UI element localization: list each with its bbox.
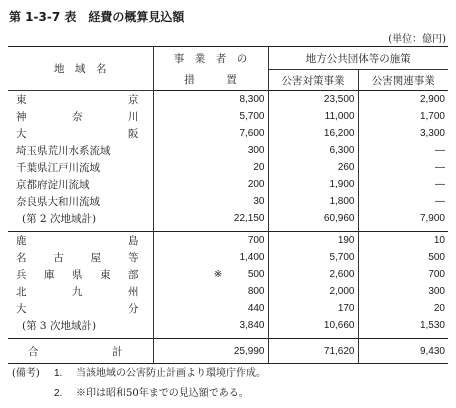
related-value: 700	[358, 266, 448, 283]
table-row	[8, 108, 448, 125]
measure-value: 170	[268, 300, 358, 317]
business-value: 5,700	[153, 108, 268, 125]
region-name: 北九州	[16, 286, 139, 298]
measure-value: 11,000	[268, 108, 358, 125]
total-row	[8, 339, 448, 364]
measure-value: 6,300	[268, 142, 358, 159]
related-value: 1,700	[358, 108, 448, 125]
region-name: 大阪	[16, 128, 139, 140]
note-number: 2.	[54, 388, 63, 399]
countermeasure-header: 公害対策事業	[268, 70, 358, 91]
measure-value: 190	[268, 232, 358, 250]
measure-value: 1,900	[268, 176, 358, 193]
business-header-bottom: 措 置	[153, 70, 268, 91]
table-title: 第 1-3-7 表 経費の概算見込額	[9, 10, 185, 24]
region-name: 埼玉県荒川水系流域	[16, 145, 111, 157]
measure-value: 2,600	[268, 266, 358, 283]
related-value: 300	[358, 283, 448, 300]
notes	[12, 364, 266, 404]
notes-label: (備考)	[12, 368, 40, 379]
measure-value: 260	[268, 159, 358, 176]
table-row	[8, 249, 448, 266]
measure-value: 10,660	[268, 317, 358, 339]
business-value: 22,150	[153, 210, 268, 232]
region-name: 大分	[16, 303, 139, 315]
total-label: 合 計	[28, 345, 123, 358]
related-value: 3,300	[358, 125, 448, 142]
region-name: 千葉県江戸川流域	[16, 162, 100, 174]
business-value: 8,300	[153, 91, 268, 109]
related-value: —	[358, 193, 448, 210]
table-row	[8, 232, 448, 250]
related-value: 7,900	[358, 210, 448, 232]
table-row	[8, 283, 448, 300]
business-value: 300	[153, 142, 268, 159]
business-value: 20	[153, 159, 268, 176]
business-value: 700	[153, 232, 268, 250]
region-name: 京都府淀川流域	[16, 179, 90, 191]
table-row	[8, 176, 448, 193]
business-value: 440	[153, 300, 268, 317]
measure-value: 2,000	[268, 283, 358, 300]
note-text: 当該地域の公害防止計画より環境庁作成。	[76, 368, 266, 379]
table-row	[8, 300, 448, 317]
total-measure: 71,620	[268, 339, 358, 364]
unit-label: (単位：億円)	[388, 34, 446, 45]
cost-estimate-table	[8, 46, 448, 364]
asterisk-mark: ※	[213, 269, 223, 280]
business-value: 3,840	[153, 317, 268, 339]
third-region-group	[8, 232, 448, 339]
related-value: 20	[358, 300, 448, 317]
second-region-group	[8, 91, 448, 232]
total-business: 25,990	[153, 339, 268, 364]
region-name: (第 3 次地域計)	[22, 320, 97, 332]
business-header-top: 事 業 者 の	[153, 47, 268, 70]
table-row	[8, 125, 448, 142]
related-value: —	[358, 159, 448, 176]
region-name: (第 2 次地域計)	[22, 213, 97, 225]
table-row	[8, 266, 448, 283]
measure-value: 16,200	[268, 125, 358, 142]
local-gov-header: 地方公共団体等の施策	[268, 47, 448, 70]
business-value: 1,400	[153, 249, 268, 266]
region-name: 名古屋等	[16, 252, 139, 264]
measure-value: 1,800	[268, 193, 358, 210]
note-text: ※印は昭和50年までの見込額である。	[76, 388, 249, 399]
business-value	[153, 266, 268, 283]
region-name: 神奈川	[16, 111, 139, 123]
table-row	[8, 159, 448, 176]
table-row	[8, 91, 448, 109]
related-value: 2,900	[358, 91, 448, 109]
measure-value: 60,960	[268, 210, 358, 232]
table-row	[8, 210, 448, 232]
region-name: 奈良県大和川流域	[16, 196, 100, 208]
business-value: 30	[153, 193, 268, 210]
region-name: 鹿島	[16, 235, 139, 247]
region-name: 東京	[16, 94, 139, 106]
business-value: 800	[153, 283, 268, 300]
table-row	[8, 193, 448, 210]
business-value: 200	[153, 176, 268, 193]
total-group	[8, 339, 448, 364]
business-amount: 500	[247, 269, 265, 280]
related-value: 500	[358, 249, 448, 266]
related-value: —	[358, 142, 448, 159]
related-header: 公害関連事業	[358, 70, 448, 91]
related-value: 10	[358, 232, 448, 250]
total-related: 9,430	[358, 339, 448, 364]
related-value: 1,530	[358, 317, 448, 339]
business-value: 7,600	[153, 125, 268, 142]
measure-value: 23,500	[268, 91, 358, 109]
table-row	[8, 317, 448, 339]
measure-value: 5,700	[268, 249, 358, 266]
related-value: —	[358, 176, 448, 193]
region-name: 兵庫県東部	[16, 269, 139, 281]
table-row	[8, 142, 448, 159]
region-header: 地 域 名	[8, 47, 153, 91]
note-number: 1.	[54, 368, 63, 379]
